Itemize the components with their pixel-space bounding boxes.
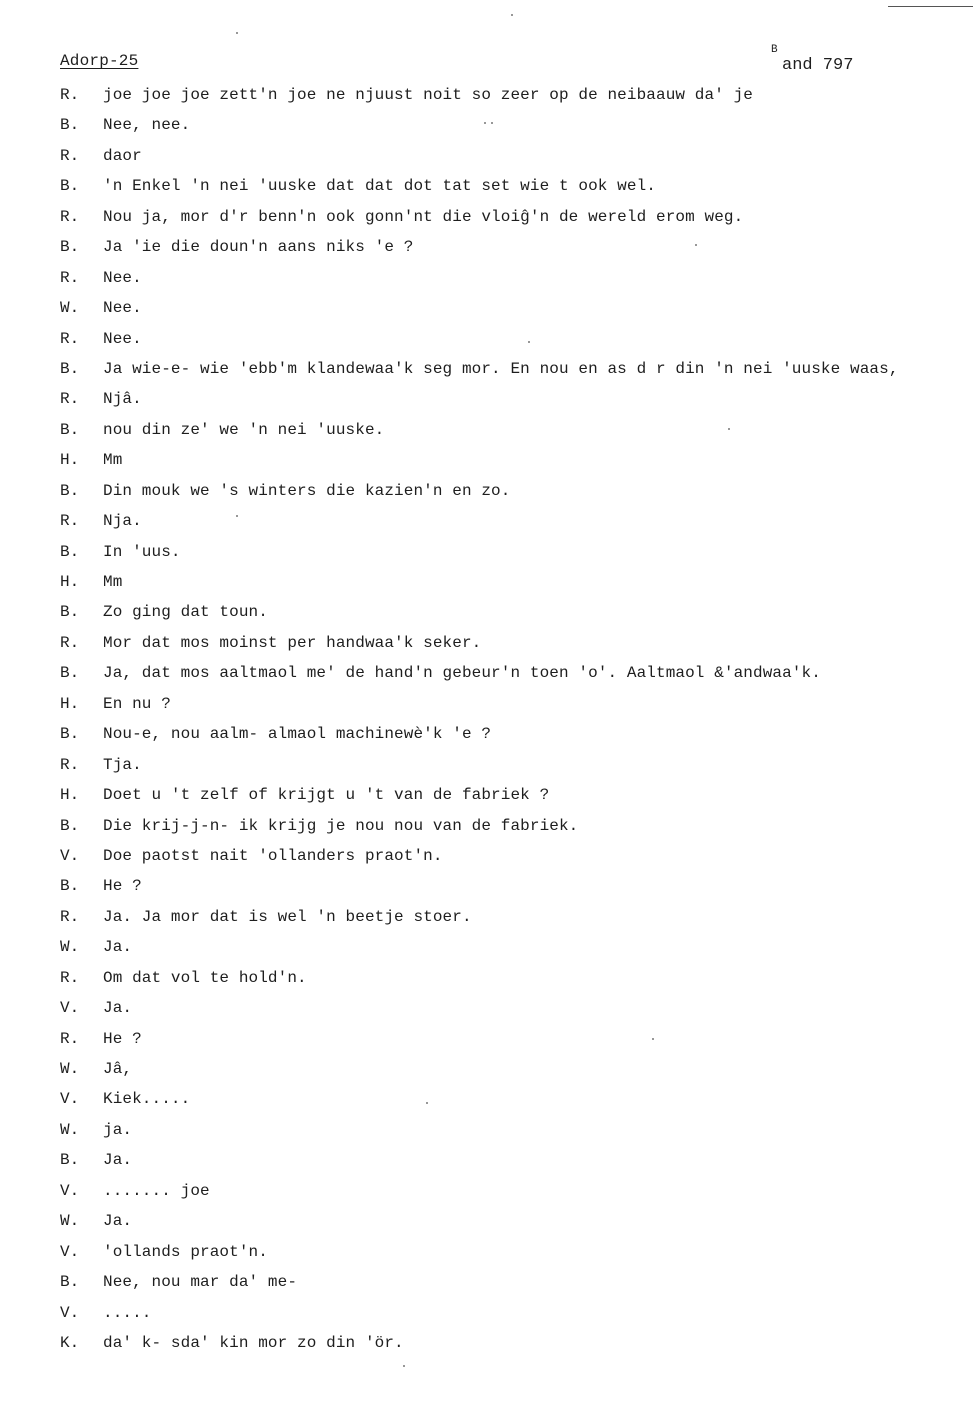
utterance-text: Ja, dat mos aaltmaol me' de hand'n gebeur'n toen 'o'. Aaltmaol &'andwaa'k. <box>103 664 821 683</box>
scan-speck <box>695 244 697 246</box>
speaker-label: V. <box>60 1242 80 1261</box>
transcript-line <box>0 145 973 175</box>
transcript-line <box>0 815 973 845</box>
speaker-label: V. <box>60 999 80 1018</box>
utterance-text: Nee. <box>103 268 142 287</box>
speaker-label: B. <box>60 1273 80 1292</box>
transcript-line <box>0 114 973 144</box>
utterance-text: da' k- sda' kin mor zo din 'ör. <box>103 1333 404 1352</box>
utterance-text: Nee, nou mar da' me- <box>103 1273 298 1292</box>
speaker-label: K. <box>60 1333 80 1352</box>
utterance-text: Om dat vol te hold'n. <box>103 968 307 987</box>
document-id: Adorp-25 <box>60 52 139 70</box>
utterance-text: Ja. Ja mor dat is wel 'n beetje stoer. <box>103 907 472 926</box>
speaker-label: V. <box>60 1090 80 1109</box>
speaker-label: R. <box>60 329 80 348</box>
transcript-line <box>0 784 973 814</box>
transcript-line <box>0 1210 973 1240</box>
speaker-label: R. <box>60 268 80 287</box>
utterance-text: ja. <box>103 1120 133 1139</box>
speaker-label: R. <box>60 1029 80 1048</box>
utterance-text: Nja. <box>103 512 142 531</box>
utterance-text: 'ollands praot'n. <box>103 1242 268 1261</box>
utterance-text: Din mouk we 's winters die kazien'n en zo. <box>103 481 511 500</box>
top-edge-rule <box>888 6 973 7</box>
transcript-line <box>0 906 973 936</box>
speaker-label: R. <box>60 207 80 226</box>
speaker-label: B. <box>60 1151 80 1170</box>
utterance-text: Nee. <box>103 299 142 318</box>
utterance-text: Ja 'ie die doun'n aans niks 'e ? <box>103 238 414 257</box>
transcript-line <box>0 480 973 510</box>
transcript-line <box>0 1088 973 1118</box>
speaker-label: B. <box>60 816 80 835</box>
transcript-line <box>0 236 973 266</box>
transcript-line <box>0 358 973 388</box>
utterance-text: 'n Enkel 'n nei 'uuske dat dat dot tat set wie t ook wel. <box>103 177 656 196</box>
transcript-line <box>0 723 973 753</box>
utterance-text: Nou ja, mor d'r benn'n ook gonn'nt die vloiĝ'n de wereld erom weg. <box>103 207 744 226</box>
utterance-text: ....... joe <box>103 1181 210 1200</box>
transcript-line <box>0 875 973 905</box>
transcript-line <box>0 693 973 723</box>
scan-speck <box>426 1102 428 1104</box>
transcript-line <box>0 449 973 479</box>
transcript-line <box>0 175 973 205</box>
speaker-label: R. <box>60 633 80 652</box>
utterance-text: Ja wie-e- wie 'ebb'm klandewaa'k seg mor. En nou en as d r din 'n nei 'uuske waas, <box>103 359 899 378</box>
scan-speck <box>236 32 238 34</box>
speaker-label: B. <box>60 359 80 378</box>
transcript-line <box>0 510 973 540</box>
transcript-line <box>0 1149 973 1179</box>
speaker-label: H. <box>60 786 80 805</box>
utterance-text: In 'uus. <box>103 542 181 561</box>
speaker-label: W. <box>60 1212 80 1231</box>
scan-speck <box>403 1365 405 1367</box>
utterance-text: daor <box>103 146 142 165</box>
scan-speck <box>491 122 493 124</box>
utterance-text: Nee, nee. <box>103 116 191 135</box>
speaker-label: B. <box>60 542 80 561</box>
utterance-text: Kiek..... <box>103 1090 191 1109</box>
speaker-label: B. <box>60 481 80 500</box>
transcript-line <box>0 267 973 297</box>
utterance-text: ..... <box>103 1303 152 1322</box>
scan-speck <box>652 1038 654 1040</box>
utterance-text: Ja. <box>103 1212 133 1231</box>
transcript-line <box>0 1028 973 1058</box>
transcript-line <box>0 297 973 327</box>
utterance-text: Mm <box>103 573 123 591</box>
speaker-label: V. <box>60 846 80 865</box>
speaker-label: R. <box>60 512 80 531</box>
transcript-line <box>0 967 973 997</box>
utterance-text: Die krij-j-n- ik krijg je nou nou van de fabriek. <box>103 816 579 835</box>
transcript-line <box>0 84 973 114</box>
transcript-line <box>0 571 973 601</box>
utterance-text: Ja. <box>103 1151 133 1170</box>
transcript-line <box>0 1058 973 1088</box>
utterance-text: Njâ. <box>103 390 142 409</box>
band-mark: B <box>771 44 778 56</box>
speaker-label: W. <box>60 1120 80 1139</box>
transcript-line <box>0 754 973 784</box>
speaker-label: H. <box>60 694 80 713</box>
speaker-label: W. <box>60 1060 80 1078</box>
utterance-text: En nu ? <box>103 694 171 713</box>
speaker-label: B. <box>60 116 80 135</box>
scan-speck <box>511 14 513 16</box>
transcript-line <box>0 601 973 631</box>
speaker-label: B. <box>60 877 80 896</box>
speaker-label: R. <box>60 907 80 926</box>
transcript-line <box>0 206 973 236</box>
transcript-line <box>0 845 973 875</box>
transcript-line <box>0 936 973 966</box>
transcript-line <box>0 1271 973 1301</box>
scan-speck <box>484 122 486 124</box>
transcript-lines <box>0 84 973 1362</box>
utterance-text: Mm <box>103 451 123 470</box>
speaker-label: W. <box>60 299 80 318</box>
speaker-label: B. <box>60 420 80 439</box>
speaker-label: V. <box>60 1303 80 1322</box>
utterance-text: nou din ze' we 'n nei 'uuske. <box>103 420 385 439</box>
utterance-text: Doet u 't zelf of krijgt u 't van de fabriek ? <box>103 786 550 805</box>
transcript-line <box>0 419 973 449</box>
speaker-label: B. <box>60 177 80 196</box>
transcript-line <box>0 662 973 692</box>
utterance-text: Mor dat mos moinst per handwaa'k seker. <box>103 633 482 652</box>
speaker-label: V. <box>60 1181 80 1200</box>
speaker-label: R. <box>60 86 80 104</box>
utterance-text: Jâ, <box>103 1060 133 1078</box>
utterance-text: Ja. <box>103 999 133 1018</box>
utterance-text: Nou-e, nou aalm- almaol machinewè'k 'e ? <box>103 725 492 744</box>
utterance-text: Nee. <box>103 329 142 348</box>
utterance-text: He ? <box>103 877 142 896</box>
speaker-label: R. <box>60 390 80 409</box>
speaker-label: B. <box>60 725 80 744</box>
speaker-label: W. <box>60 938 80 957</box>
utterance-text: Doe paotst nait 'ollanders praot'n. <box>103 846 443 865</box>
speaker-label: H. <box>60 451 80 470</box>
transcript-line <box>0 1119 973 1149</box>
transcript-line <box>0 1180 973 1210</box>
transcript-line <box>0 997 973 1027</box>
utterance-text: Zo ging dat toun. <box>103 603 268 622</box>
scan-speck <box>236 515 238 517</box>
speaker-label: R. <box>60 755 80 774</box>
transcript-line <box>0 1332 973 1362</box>
transcript-line <box>0 541 973 571</box>
speaker-label: B. <box>60 238 80 257</box>
utterance-text: Tja. <box>103 755 142 774</box>
transcript-line <box>0 1241 973 1271</box>
speaker-label: R. <box>60 968 80 987</box>
transcript-line <box>0 632 973 662</box>
transcript-line <box>0 328 973 358</box>
speaker-label: H. <box>60 573 80 591</box>
utterance-text: joe joe joe zett'n joe ne njuust noit so zeer op de neibaauw da' je <box>103 86 754 104</box>
utterance-text: Ja. <box>103 938 133 957</box>
transcript-line <box>0 1302 973 1332</box>
transcript-line <box>0 388 973 418</box>
speaker-label: B. <box>60 603 80 622</box>
scan-speck <box>528 341 530 343</box>
speaker-label: B. <box>60 664 80 683</box>
speaker-label: R. <box>60 146 80 165</box>
utterance-text: He ? <box>103 1029 142 1048</box>
scan-speck <box>728 428 730 430</box>
band-number: and 797 <box>782 56 854 75</box>
